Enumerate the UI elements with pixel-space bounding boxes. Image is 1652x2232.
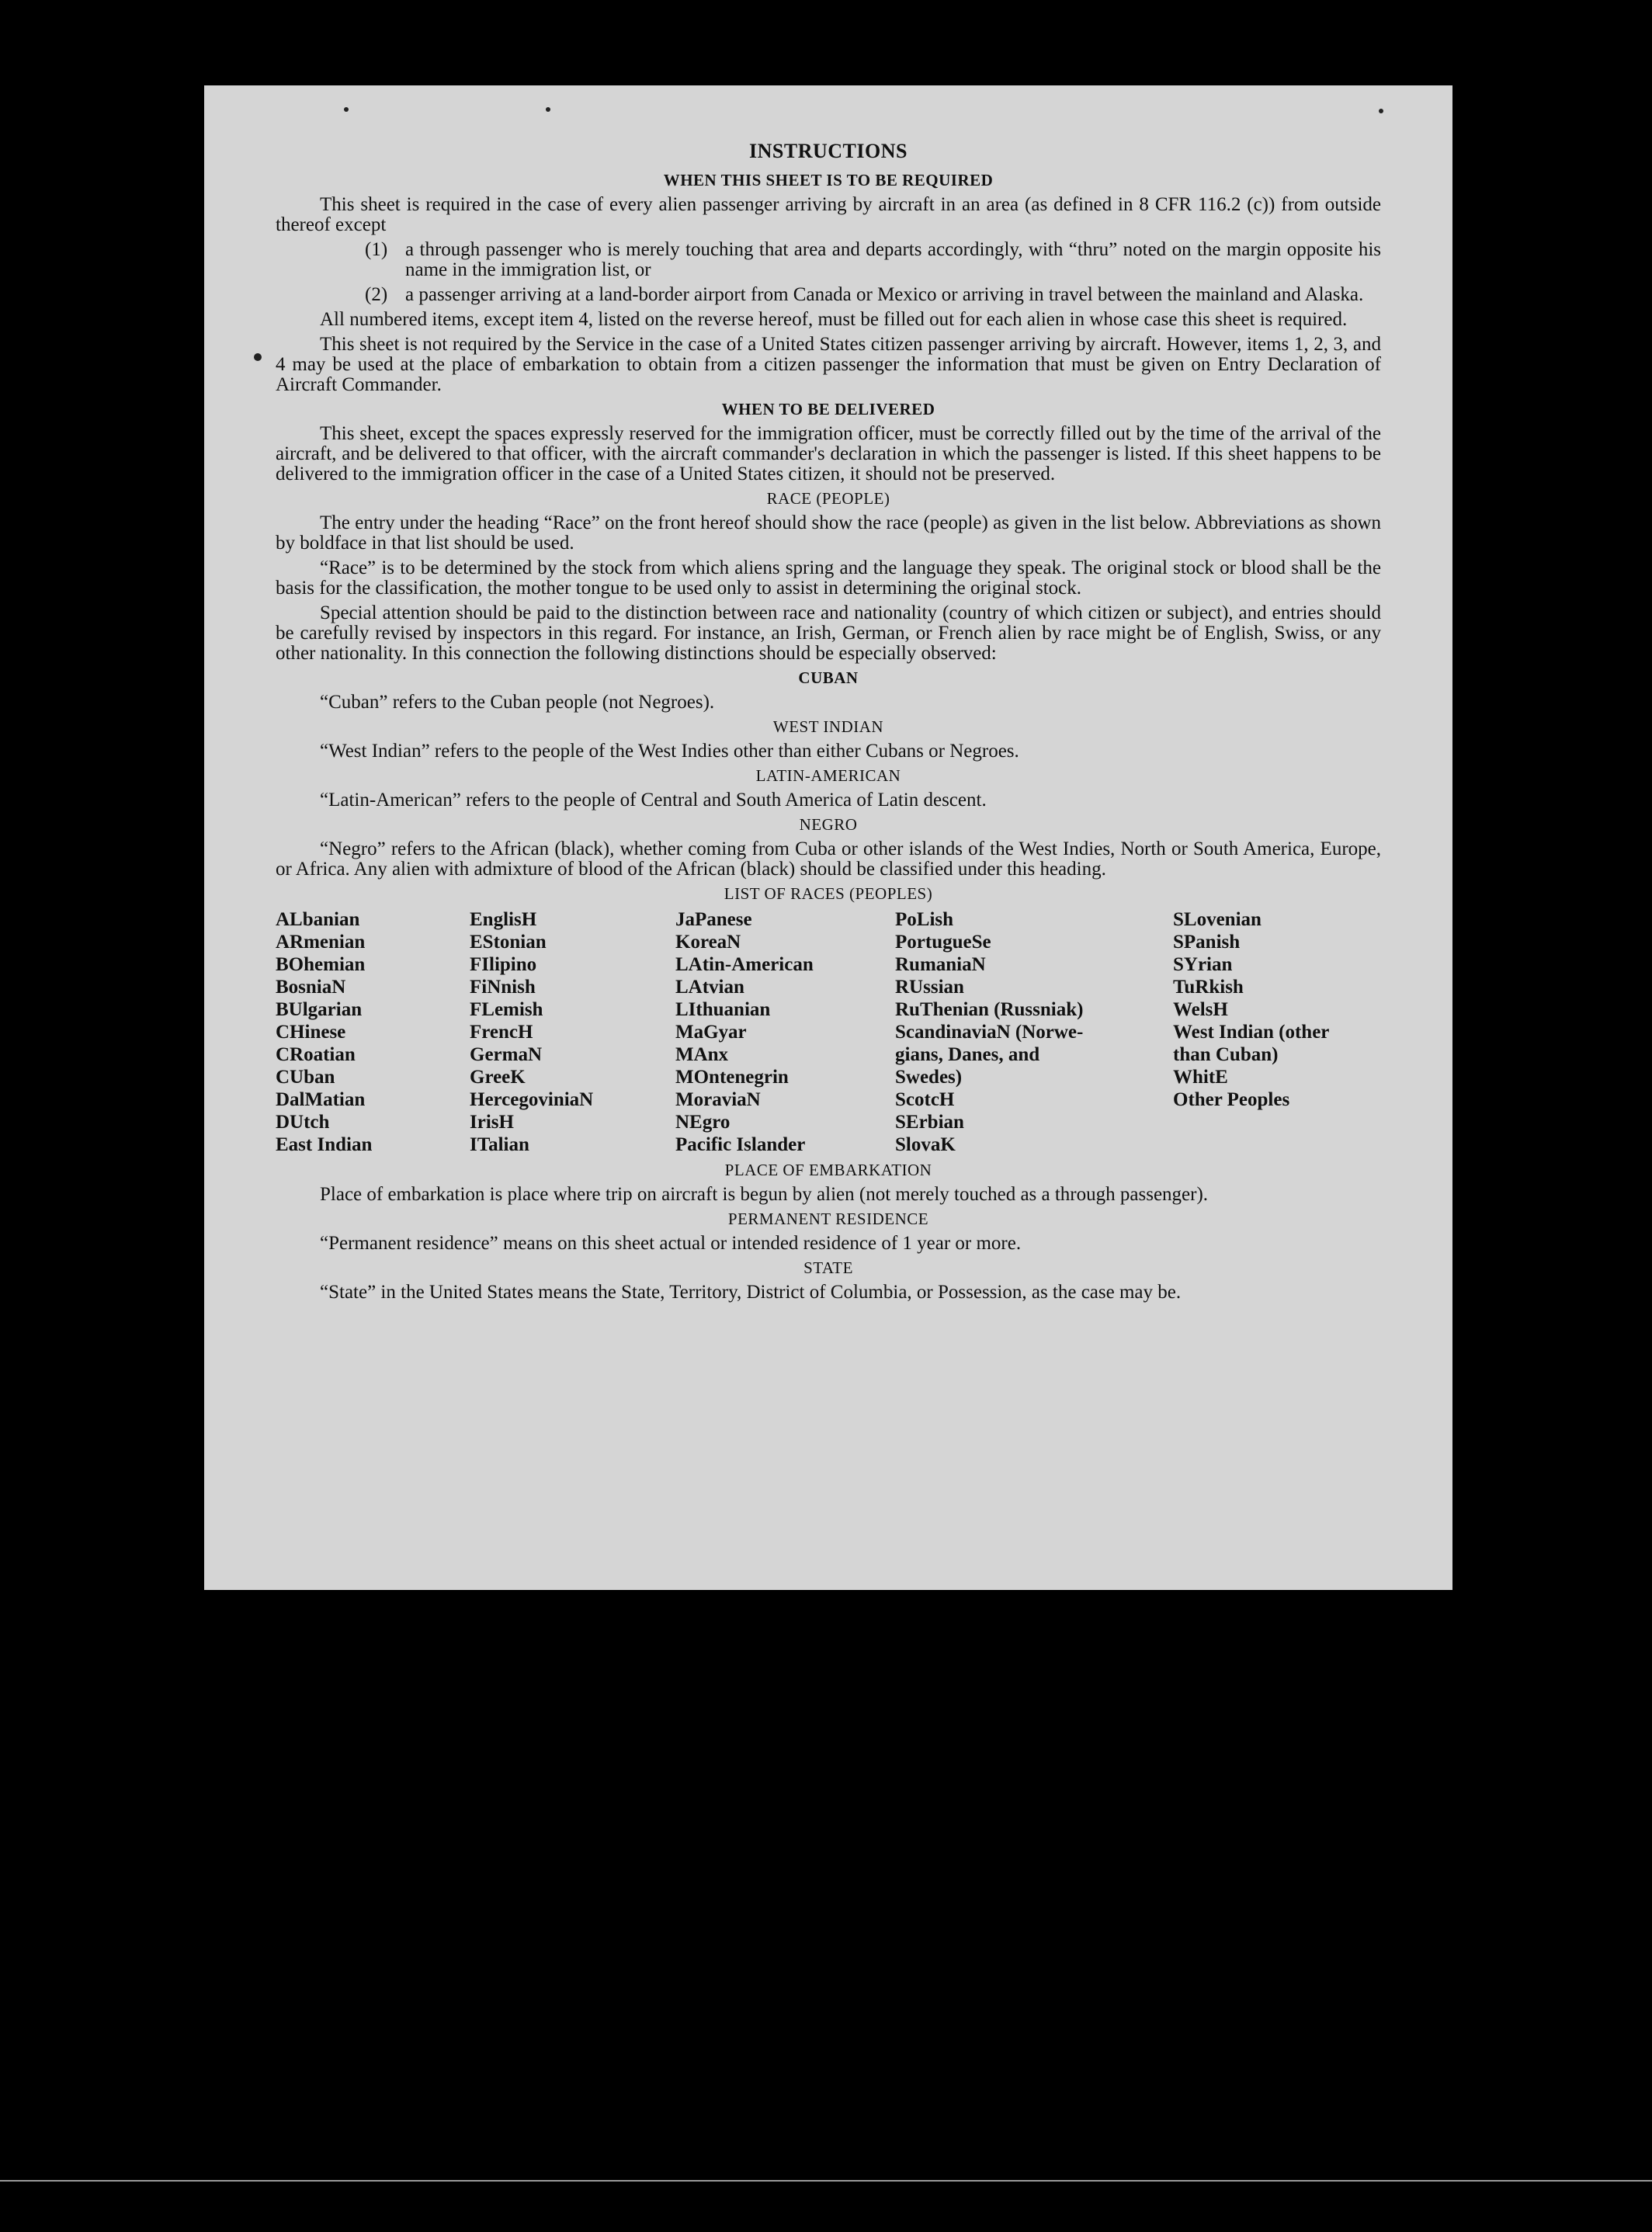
item-text: a passenger arriving at a land-border airport from Canada or Mexico or arriving in travel between the mainland and Alaska. [405,284,1364,305]
race-entry: TuRkish [1173,977,1244,998]
scan-edge-line [0,2180,1652,2182]
race-entry: LAtvian [675,977,744,998]
race-entry: GreeK [470,1067,526,1088]
race-entry: NEgro [675,1112,731,1133]
page-title: INSTRUCTIONS [749,140,908,162]
section-heading-state: STATE [803,1258,853,1277]
race-entry: EnglisH [470,909,537,930]
race-entry: MOntenegrin [675,1067,789,1088]
item-number: (2) [365,284,388,305]
paragraph: This sheet, except the spaces expressly reserved for the immigration officer, must be correctly filled out by the time of the arrival of the aircraft, and be delivered to that officer, with the aircraft commander's declaration in which the passenger is listed. If this sheet happens to be delivered to the immigration officer in the case of a United States citizen, it should not be preserved. [276,423,1381,484]
race-entry: GermaN [470,1044,543,1065]
paragraph: “State” in the United States means the State, Territory, District of Columbia, or Possession, as the case may be. [320,1282,1182,1303]
race-column [1173,908,1375,1156]
race-entry: ARmenian [276,932,366,953]
race-entry: SErbian [895,1112,964,1133]
race-entry: WelsH [1173,999,1228,1020]
race-entry: FrencH [470,1022,533,1043]
race-entry: Swedes) [895,1067,963,1088]
section-heading-cuban: CUBAN [798,668,859,687]
race-entry: CHinese [276,1022,346,1043]
race-entry: KoreaN [675,932,741,953]
race-entry: Pacific Islander [675,1134,806,1155]
section-heading-latin-american: LATIN-AMERICAN [755,766,901,785]
instruction-sheet [204,85,1452,1590]
paragraph: “West Indian” refers to the people of the West Indies other than either Cubans or Negroes. [320,741,1019,762]
race-entry: JaPanese [675,909,752,930]
race-column [675,908,895,1156]
item-number: (1) [365,239,388,260]
race-entry: RUssian [895,977,964,998]
paragraph: The entry under the heading “Race” on the front hereof should show the race (people) as given in the list below. Abbreviations as shown by boldface in that list should be used. [276,512,1381,554]
section-heading-residence: PERMANENT RESIDENCE [727,1210,929,1228]
race-entry: CUban [276,1067,335,1088]
race-list [276,908,1381,1156]
race-entry: ITalian [470,1134,529,1155]
race-entry: FIlipino [470,954,537,975]
race-entry: HercegoviniaN [470,1089,594,1110]
race-entry: Other Peoples [1173,1089,1290,1110]
section-heading-races: LIST OF RACES (PEOPLES) [724,884,933,903]
race-entry: IrisH [470,1112,514,1133]
race-entry: SlovaK [895,1134,956,1155]
race-entry: FiNnish [470,977,536,998]
race-entry: SYrian [1173,954,1233,975]
section-heading-required: WHEN THIS SHEET IS TO BE REQUIRED [663,171,994,189]
race-entry: BOhemian [276,954,366,975]
paragraph: “Permanent residence” means on this sheet actual or intended residence of 1 year or more. [320,1233,1022,1254]
paragraph: This sheet is required in the case of every alien passenger arriving by aircraft in an area (as defined in 8 CFR 116.2 (c)) from outside thereof except [276,194,1381,235]
race-entry: DalMatian [276,1089,366,1110]
paragraph: All numbered items, except item 4, listed on the reverse hereof, must be filled out for each alien in whose case this sheet is required. [320,309,1348,330]
paragraph: Place of embarkation is place where trip on aircraft is begun by alien (not merely touched as a through passenger). [320,1184,1209,1205]
race-entry: SPanish [1173,932,1241,953]
section-heading-negro: NEGRO [799,815,858,834]
race-entry: ALbanian [276,909,360,930]
numbered-item [276,240,1381,280]
scan-speck [1379,109,1383,113]
race-entry: DUtch [276,1112,330,1133]
race-entry: BosniaN [276,977,346,998]
race-entry: gians, Danes, and [895,1044,1040,1065]
numbered-item [276,285,1381,305]
race-entry: MoraviaN [675,1089,761,1110]
paragraph: This sheet is not required by the Service in the case of a United States citizen passenger arriving by aircraft. However, items 1, 2, 3, and 4 may be used at the place of embarkation to obtain from a citizen passenger the information that must be given on Entry Declaration of Aircraft Commander. [276,334,1381,395]
paragraph: Special attention should be paid to the distinction between race and nationality (country of which citizen or subject), and entries should be carefully revised by inspectors in this regard. For instance, an Irish, German, or French alien by race might be of English, Swiss, or any other nationality. In this connection the following distinctions should be especially observed: [276,602,1381,664]
race-column [470,908,675,1156]
scan-speck [254,353,262,361]
race-entry: CRoatian [276,1044,356,1065]
race-entry: PoLish [895,909,954,930]
paragraph: “Latin-American” refers to the people of Central and South America of Latin descent. [320,790,987,811]
section-heading-race: RACE (PEOPLE) [766,489,890,508]
race-entry: ScandinaviaN (Norwe- [895,1022,1084,1043]
race-entry: LAtin-American [675,954,814,975]
race-entry: West Indian (other [1173,1022,1330,1043]
item-text: a through passenger who is merely touching that area and departs accordingly, with “thru” noted on the margin opposite his name in the immigration list, or [405,239,1381,280]
section-heading-embarkation: PLACE OF EMBARKATION [724,1161,932,1179]
race-entry: FLemish [470,999,543,1020]
race-entry: EStonian [470,932,547,953]
race-entry: WhitE [1173,1067,1228,1088]
race-entry: RuThenian (Russniak) [895,999,1084,1020]
section-heading-west-indian: WEST INDIAN [772,717,884,736]
race-entry: BUlgarian [276,999,363,1020]
scan-speck [344,107,349,112]
paragraph: “Negro” refers to the African (black), whether coming from Cuba or other islands of the West Indies, North or South America, Europe, or Africa. Any alien with admixture of blood of the African (black) should be classified under this heading. [276,838,1381,880]
scan-speck [546,107,550,112]
race-entry: MAnx [675,1044,729,1065]
race-entry: PortugueSe [895,932,991,953]
paragraph: “Cuban” refers to the Cuban people (not Negroes). [320,692,715,713]
race-column [276,908,470,1156]
race-entry: RumaniaN [895,954,986,975]
race-column [895,908,1173,1156]
race-entry: SLovenian [1173,909,1262,930]
paragraph: “Race” is to be determined by the stock from which aliens spring and the language they speak. The original stock or blood shall be the basis for the classification, the mother tongue to be used only to assist in determining the original stock. [276,557,1381,599]
race-entry: MaGyar [675,1022,747,1043]
race-entry: ScotcH [895,1089,955,1110]
race-entry: than Cuban) [1173,1044,1279,1065]
race-entry: LIthuanian [675,999,771,1020]
section-heading-delivered: WHEN TO BE DELIVERED [721,400,935,418]
race-entry: East Indian [276,1134,373,1155]
